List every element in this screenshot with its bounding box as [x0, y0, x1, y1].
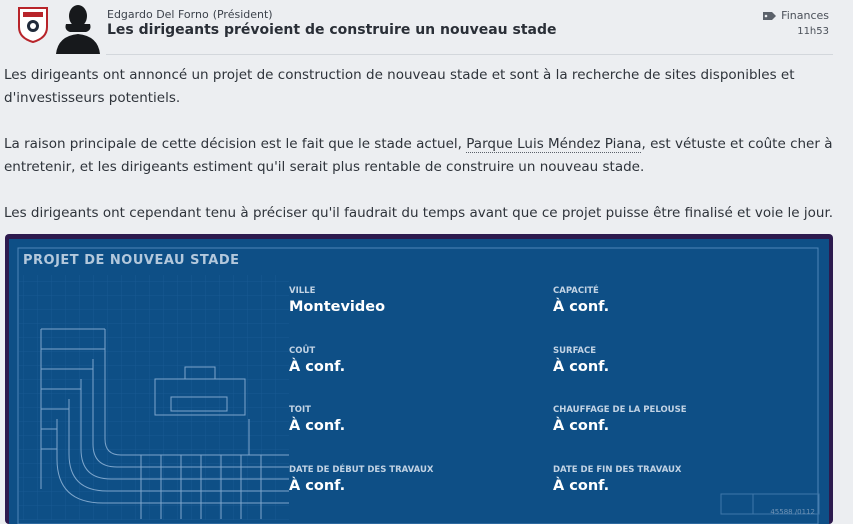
field-capacity-label: CAPACITÉ [553, 286, 599, 296]
field-surface [553, 346, 793, 375]
stadium-link[interactable]: Parque Luis Méndez Piana [466, 136, 642, 152]
field-end-date [553, 465, 793, 494]
field-capacity-value: À conf. [553, 299, 610, 315]
field-cost-value: À conf. [289, 359, 346, 375]
field-roof-label: TOIT [289, 405, 311, 415]
message-time: 11h53 [797, 26, 829, 37]
field-start-date-label: DATE DE DÉBUT DES TRAVAUX [289, 465, 434, 475]
field-roof [289, 405, 529, 434]
body-paragraph-1: Les dirigeants ont annoncé un projet de construction de nouveau stade et sont à la recherche de sites disponibles et d'investisseurs potentiels. [4, 67, 795, 106]
blueprint-code: 45588 /0112 [770, 508, 815, 516]
body-paragraph-2-start: La raison principale de cette décision est le fait que le stade actuel, [4, 136, 467, 152]
field-surface-value: À conf. [553, 359, 610, 375]
header-divider [106, 54, 833, 55]
project-title: PROJET DE NOUVEAU STADE [23, 253, 240, 268]
field-city [289, 286, 529, 315]
message-body [4, 64, 844, 248]
message-subject: Les dirigeants prévoient de construire un nouveau stade [107, 22, 557, 38]
field-city-label: VILLE [289, 286, 316, 296]
field-surface-label: SURFACE [553, 346, 597, 356]
field-roof-value: À conf. [289, 418, 346, 434]
message-category[interactable] [763, 9, 829, 22]
blueprint [9, 239, 829, 524]
field-city-value: Montevideo [289, 299, 386, 315]
field-end-date-value: À conf. [553, 478, 610, 494]
body-paragraph-3: Les dirigeants ont cependant tenu à préciser qu'il faudrait du temps avant que ce projet puisse être finalisé et voie le jour. [4, 205, 834, 221]
message-header [0, 0, 853, 54]
body-paragraph-2-end: , est vétuste et coûte cher à entretenir, et les dirigeants estiment qu'il serait plus rentable de construire un nouveau stade. [4, 136, 833, 175]
field-cost [289, 346, 529, 375]
avatar[interactable] [56, 0, 100, 54]
field-end-date-label: DATE DE FIN DES TRAVAUX [553, 465, 682, 475]
field-start-date-value: À conf. [289, 478, 346, 494]
field-capacity [553, 286, 793, 315]
sender-name[interactable]: Edgardo Del Forno [107, 8, 209, 21]
field-pitch-heating-value: À conf. [553, 418, 610, 434]
sender [107, 8, 273, 21]
body-paragraph-2 [4, 133, 844, 179]
tag-icon [763, 11, 776, 21]
sender-role: (Président) [212, 8, 273, 21]
category-label: Finances [781, 9, 829, 22]
stadium-project-panel [5, 234, 833, 524]
club-badge-icon[interactable] [16, 5, 50, 43]
field-cost-label: COÛT [289, 346, 316, 356]
field-start-date [289, 465, 529, 494]
field-pitch-heating [553, 405, 793, 434]
field-pitch-heating-label: CHAUFFAGE DE LA PELOUSE [553, 405, 687, 415]
